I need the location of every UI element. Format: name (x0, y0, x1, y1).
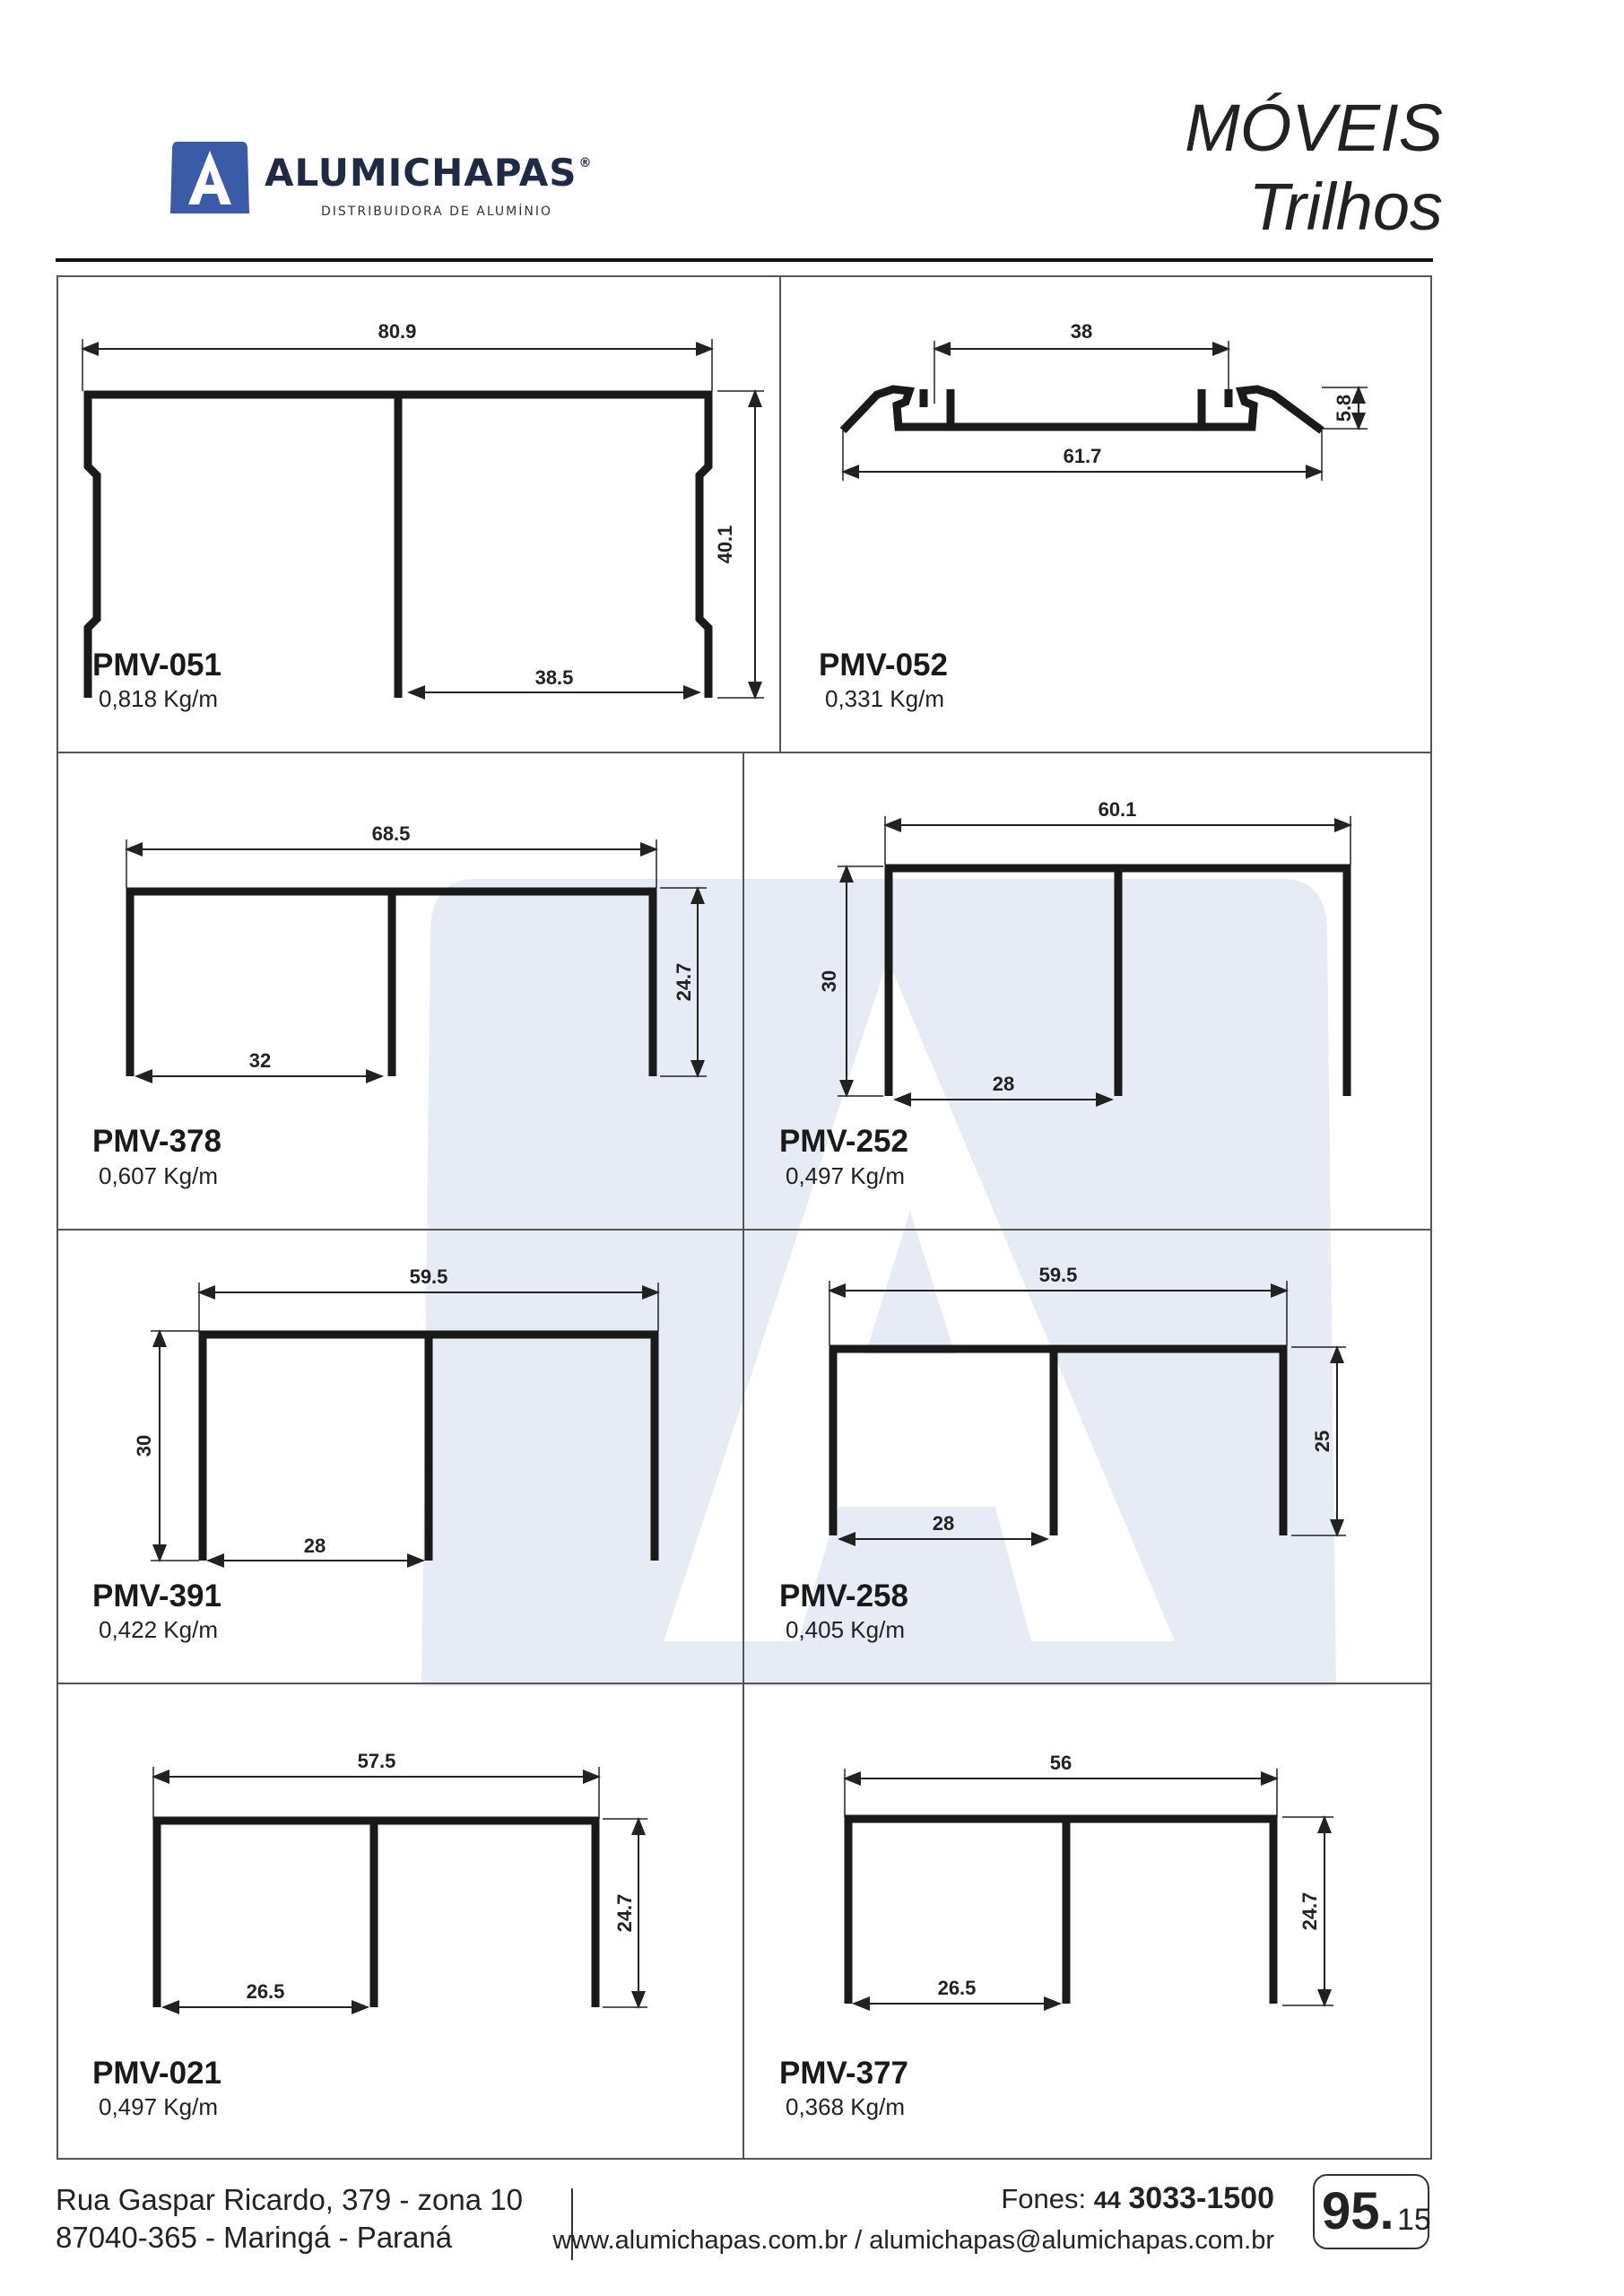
brand-name: ALUMICHAPAS ® (265, 151, 593, 195)
profile-code: PMV-377 (779, 2056, 908, 2091)
profile-shape (848, 1819, 1273, 2004)
profile-shape (157, 1821, 595, 2007)
brand-tagline: DISTRIBUIDORA DE ALUMÍNIO (321, 204, 553, 219)
profile-weight: 0,405 Kg/m (786, 1616, 905, 1643)
profile-shape (130, 891, 653, 1076)
page-number-box (1313, 2174, 1429, 2249)
profile-shape (889, 868, 1347, 1096)
profile-shape (833, 1349, 1283, 1535)
profile-code: PMV-258 (779, 1578, 908, 1613)
profile-weight: 0,497 Kg/m (99, 2093, 218, 2120)
dimension-label: 24.7 (673, 962, 695, 1002)
profile-code: PMV-051 (92, 648, 221, 683)
profile-code: PMV-391 (92, 1578, 221, 1613)
profile-code: PMV-052 (819, 648, 948, 683)
page-number-main: 95. (1322, 2182, 1394, 2240)
dimension-label: 26.5 (246, 1980, 285, 2003)
dimension-label: 32 (248, 1049, 272, 1072)
dimension-label: 38 (1070, 320, 1093, 343)
dimension-label: 28 (992, 1073, 1015, 1095)
footer-address-line2: 87040-365 - Maringá - Paraná (56, 2221, 453, 2254)
footer-web-email[interactable]: www.alumichapas.com.br / alumichapas@alumichapas.com.br (552, 2226, 1274, 2255)
dimension-label: 68.5 (371, 822, 411, 845)
dimension-label: 40.1 (714, 525, 736, 564)
profile-shape (924, 389, 1229, 427)
profile-weight: 0,368 Kg/m (786, 2093, 905, 2120)
profile-weight: 0,331 Kg/m (825, 685, 944, 712)
dimension-label: 30 (818, 970, 840, 993)
dimension-label: 80.9 (378, 320, 417, 343)
dimension-label: 28 (932, 1512, 955, 1535)
profile-weight: 0,422 Kg/m (99, 1616, 218, 1643)
dimension-label: 60.1 (1098, 798, 1137, 821)
dimension-label: 57.5 (357, 1750, 396, 1772)
dimension-label: 25 (1311, 1430, 1333, 1453)
profile-weight: 0,818 Kg/m (99, 685, 218, 712)
footer-address-line1: Rua Gaspar Ricardo, 379 - zona 10 (56, 2183, 523, 2216)
dimension-label: 28 (303, 1535, 326, 1557)
category-title: MÓVEIS (1185, 91, 1443, 165)
profile-code: PMV-378 (92, 1124, 221, 1159)
dimension-label: 38.5 (534, 666, 574, 689)
profile-weight: 0,497 Kg/m (786, 1162, 905, 1189)
dimension-label: 5.8 (1333, 394, 1355, 422)
profile-code: PMV-021 (92, 2056, 221, 2091)
profile-shape (203, 1335, 655, 1561)
dimension-label: 56 (1049, 1752, 1073, 1774)
dimension-label: 26.5 (937, 1977, 977, 1999)
profile-weight: 0,607 Kg/m (99, 1162, 218, 1189)
profile-shape (843, 389, 1322, 430)
profile-code: PMV-252 (779, 1124, 908, 1159)
dimension-label: 61.7 (1063, 445, 1102, 467)
extension-lines (83, 339, 1368, 2007)
dimension-label: 24.7 (613, 1893, 636, 1933)
dimension-label: 30 (133, 1434, 155, 1457)
dimension-label: 59.5 (1038, 1264, 1078, 1286)
dimension-label: 59.5 (409, 1265, 448, 1288)
subcategory-title: Trilhos (1248, 170, 1443, 244)
footer-phone: Fones: 44 3033-1500 (1001, 2181, 1274, 2215)
dimension-label: 24.7 (1298, 1892, 1321, 1931)
page-number-sub: 15 (1397, 2203, 1431, 2237)
